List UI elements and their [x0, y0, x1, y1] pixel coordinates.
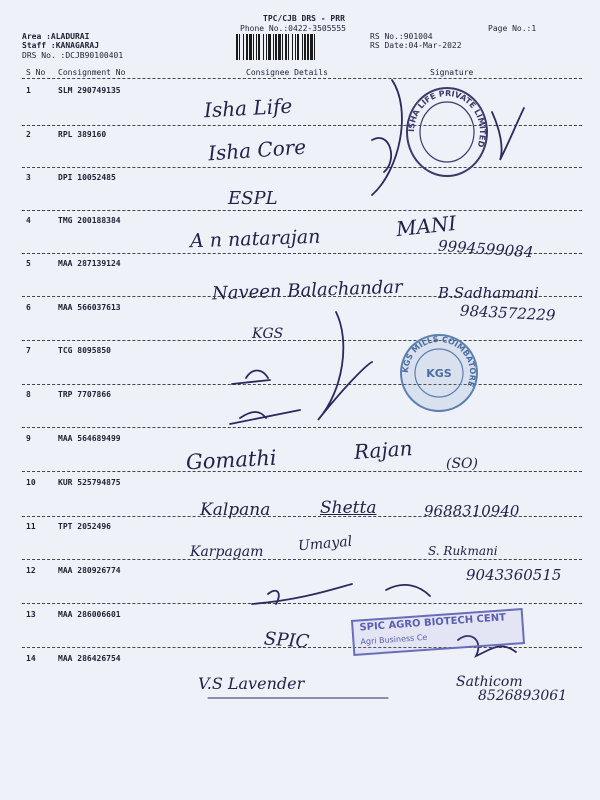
- row-consignment: TRP 7707866: [58, 390, 111, 399]
- kgs-mills-stamp: [396, 330, 482, 416]
- handwriting-row2-name: Isha Core: [207, 134, 307, 166]
- row-consignment: TMG 200188384: [58, 216, 121, 225]
- row-consignment: RPL 389160: [58, 130, 107, 139]
- row-sno: 11: [26, 522, 36, 531]
- handwriting-row1-name: Isha Life: [203, 93, 293, 123]
- row-sno: 4: [26, 216, 31, 225]
- column-signature: Signature: [430, 68, 474, 77]
- row-sno: 9: [26, 434, 31, 443]
- handwriting-row11-receiver: S. Rukmani: [428, 544, 498, 558]
- row-consignment: SLM 290749135: [58, 86, 121, 95]
- staff-field: Staff :KANAGARAJ: [22, 41, 100, 50]
- handwriting-row10-name: Kalpana: [200, 500, 271, 520]
- handwriting-row14-phone: 8526893061: [478, 688, 568, 704]
- column-consignee: Consignee Details: [246, 68, 328, 77]
- drs-number: DRS No. :DCJB90100401: [22, 51, 124, 60]
- handwriting-row4-phone: 9994599084: [437, 236, 534, 262]
- sheet-title: TPC/CJB DRS - PRR: [263, 14, 345, 23]
- row-consignment: TCG 8095850: [58, 346, 111, 355]
- handwriting-row5-signature: B.Sadhamani: [438, 284, 539, 302]
- rs-date: RS Date:04-Mar-2022: [370, 41, 462, 50]
- handwriting-row9-name: Gomathi: [185, 445, 278, 475]
- row-consignment: MAA 286006601: [58, 610, 121, 619]
- row-consignment: TPT 2052496: [58, 522, 111, 531]
- handwriting-row9-relation: (SO): [446, 456, 478, 472]
- row-sno: 6: [26, 303, 31, 312]
- row-consignment: MAA 566037613: [58, 303, 121, 312]
- handwriting-row14-name: V.S Lavender: [198, 674, 305, 693]
- row-sno: 5: [26, 259, 31, 268]
- handwriting-row12-phone: 9043360515: [466, 566, 562, 584]
- row-sno: 10: [26, 478, 36, 487]
- phone-number: Phone No.:0422-3505555: [240, 24, 346, 33]
- page-number: Page No.:1: [488, 24, 537, 33]
- handwriting-row11-signature: Umayal: [297, 533, 353, 555]
- row-consignment: MAA 286426754: [58, 654, 121, 663]
- handwriting-row6-phone: 9843572229: [459, 301, 556, 325]
- handwriting-row10-phone: 9688310940: [424, 502, 520, 520]
- row-consignment: MAA 564689499: [58, 434, 121, 443]
- handwriting-row13-name: SPIC: [263, 628, 311, 653]
- handwriting-row11-name: Karpagam: [190, 544, 264, 560]
- handwriting-row4-signature: MANI: [394, 210, 458, 242]
- row-sno: 12: [26, 566, 36, 575]
- column-sno: S No: [26, 68, 46, 77]
- area-field: Area :ALADURAI: [22, 32, 90, 41]
- kgs-stamp-center-text: KGS: [426, 367, 452, 380]
- row-sno: 3: [26, 173, 31, 182]
- row-sno: 7: [26, 346, 31, 355]
- handwriting-row6-name: KGS: [252, 326, 284, 342]
- row-sno: 8: [26, 390, 31, 399]
- isha-stamp-text: ISHA LIFE PRIVATE LIMITED: [406, 88, 488, 149]
- row-sno: 1: [26, 86, 31, 95]
- handwriting-row4-name: A n natarajan: [189, 225, 321, 253]
- row-sno: 13: [26, 610, 36, 619]
- handwriting-row9-signature: Rajan: [353, 435, 414, 465]
- handwriting-row5-name: Naveen Balachandar: [211, 276, 403, 305]
- row-sno: 2: [26, 130, 31, 139]
- row-consignment: MAA 280926774: [58, 566, 121, 575]
- row-consignment: KUR 525794875: [58, 478, 121, 487]
- column-consignment: Consignment No: [58, 68, 126, 77]
- isha-company-stamp: [402, 84, 492, 180]
- spic-stamp-line1: SPIC AGRO BIOTECH CENT: [359, 612, 507, 634]
- row-consignment: DPI 10052485: [58, 173, 116, 182]
- handwriting-row3-name: ESPL: [228, 188, 278, 209]
- row-sno: 14: [26, 654, 36, 663]
- rs-number: RS No.:901004: [370, 32, 433, 41]
- row-consignment: MAA 287139124: [58, 259, 121, 268]
- svg-text:ISHA LIFE PRIVATE LIMITED: [407, 89, 487, 149]
- spic-stamp-line2: Agri Business Ce: [360, 632, 428, 647]
- handwriting-row10-signature: Shetta: [320, 498, 377, 518]
- kgs-stamp-ring-text: KGS MILLS COIMBATORE: [400, 334, 478, 389]
- handwriting-row14-signature: Sathicom: [456, 674, 523, 690]
